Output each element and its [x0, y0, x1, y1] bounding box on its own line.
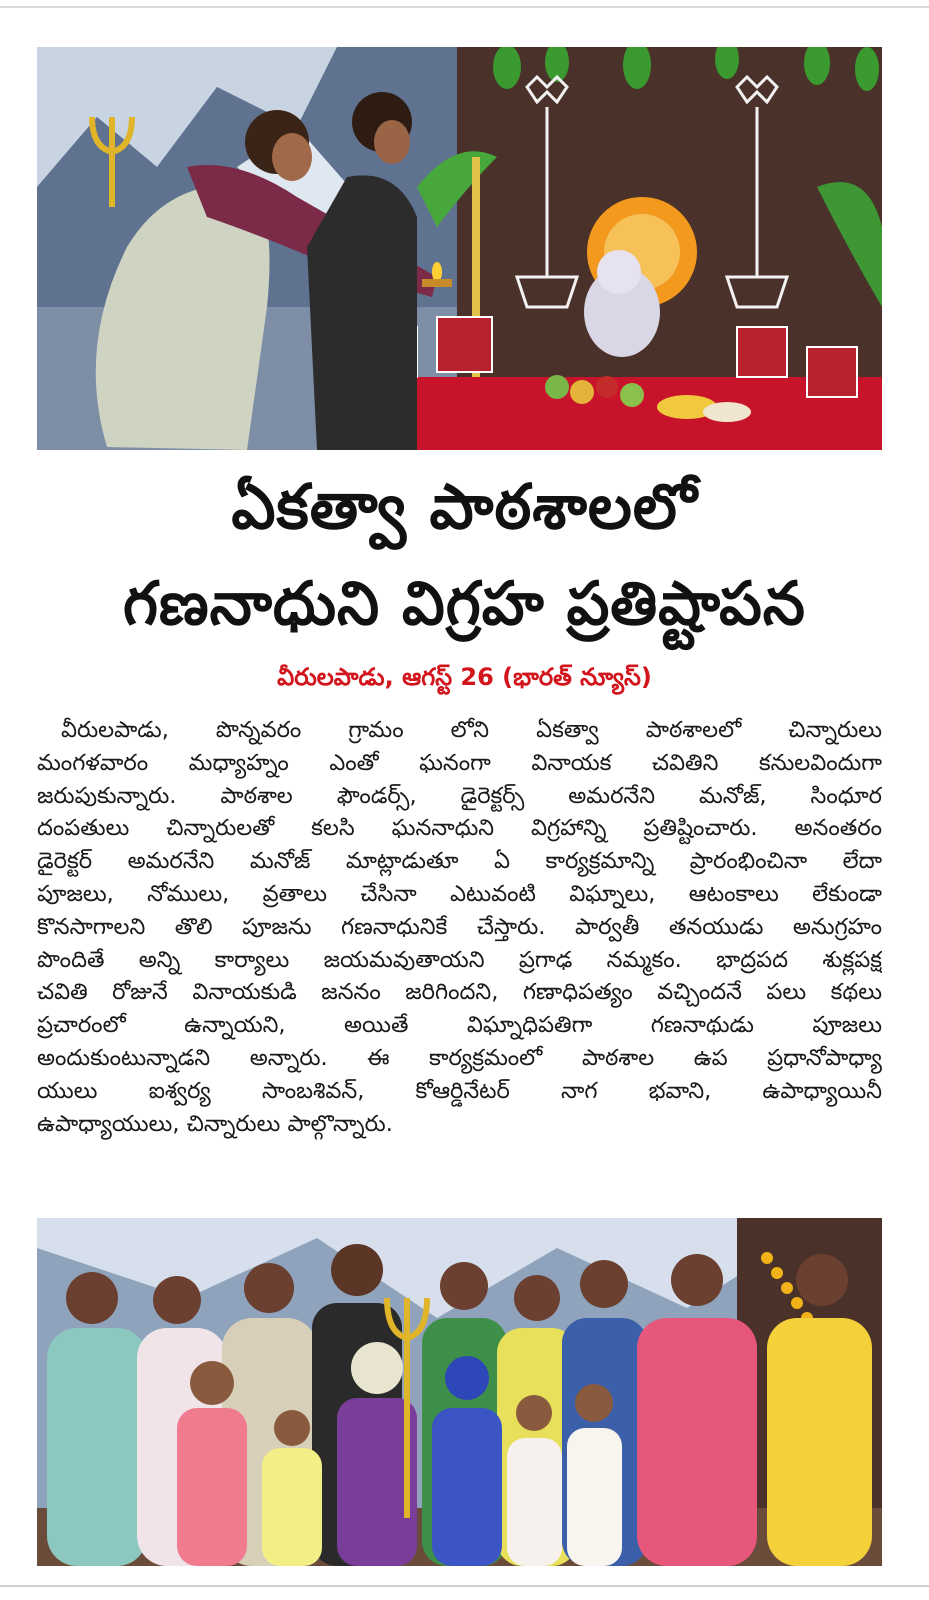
body-line: పూజలు, నోములు, వ్రతాలు చేసినా ఎటువంటి విఘ్నాలు, ఆటంకాలు లేకుండా	[37, 880, 882, 907]
body-line: కొనసాగాలని తొలి పూజను గణనాధునికే చేస్తారు. పార్వతీ తనయుడు అనుగ్రహం	[37, 913, 882, 940]
body-line: దంపతులు చిన్నారులతో కలసి ఘననాధుని విగ్రహాన్ని ప్రతిష్టించారు. అనంతరం	[37, 815, 882, 842]
top-rule	[0, 6, 929, 8]
body-line: డైరెక్టర్ అమరనేని మనోజ్ మాట్లాడుతూ ఏ కార్యక్రమాన్ని ప్రారంభించినా లేదా	[37, 848, 882, 875]
article-body	[37, 714, 882, 1140]
body-line: ఉపాధ్యాయులు, చిన్నారులు పాల్గొన్నారు.	[37, 1110, 393, 1137]
puja-photo-illustration	[37, 47, 882, 450]
group-photo	[37, 1218, 882, 1566]
headline-line-2: గణనాధుని విగ్రహ ప్రతిష్టాపన	[123, 569, 806, 639]
body-line: జరుపుకున్నారు. పాఠశాల ఫౌండర్స్, డైరెక్టర్స్ అమరనేని మనోజ్, సింధూర	[37, 782, 882, 809]
body-line: మంగళవారం మధ్యాహ్నం ఎంతో ఘనంగా వినాయక చవితిని కనులవిందుగా	[37, 749, 882, 776]
body-line: చవితి రోజునే వినాయకుడి జననం జరిగిందని, గణాధిపత్యం వచ్చిందనే పలు కథలు	[37, 979, 882, 1006]
body-line: అందుకుంటున్నాడని అన్నారు. ఈ కార్యక్రమంలో పాఠశాల ఉప ప్రధానోపాధ్యా	[37, 1044, 882, 1071]
group-photo-illustration	[37, 1218, 882, 1566]
headline-line-1: ఏకత్వా పాఠశాలలో	[231, 470, 698, 543]
bottom-rule	[0, 1585, 929, 1587]
body-line: పొందితే అన్ని కార్యాలు జయమవుతాయని ప్రగాఢ నమ్మకం. భాద్రపద శుక్లపక్ష	[37, 946, 882, 973]
body-line: ప్రచారంలో ఉన్నాయని, అయితే విఘ్నాధిపతిగా గణనాథుడు పూజలు	[37, 1012, 882, 1039]
body-line: యులు ఐశ్వర్య సాంబశివన్, కోఆర్డినేటర్ నాగ భవాని, ఉపాధ్యాయినీ	[37, 1077, 882, 1104]
body-line: వీరులపాడు, పొన్నవరం గ్రామం లోని ఏకత్వా పాఠశాలలో చిన్నారులు	[61, 717, 882, 743]
dateline: వీరులపాడు, ఆగస్ట్ 26 (భారత్ న్యూస్)	[277, 663, 652, 691]
puja-photo	[37, 47, 882, 450]
